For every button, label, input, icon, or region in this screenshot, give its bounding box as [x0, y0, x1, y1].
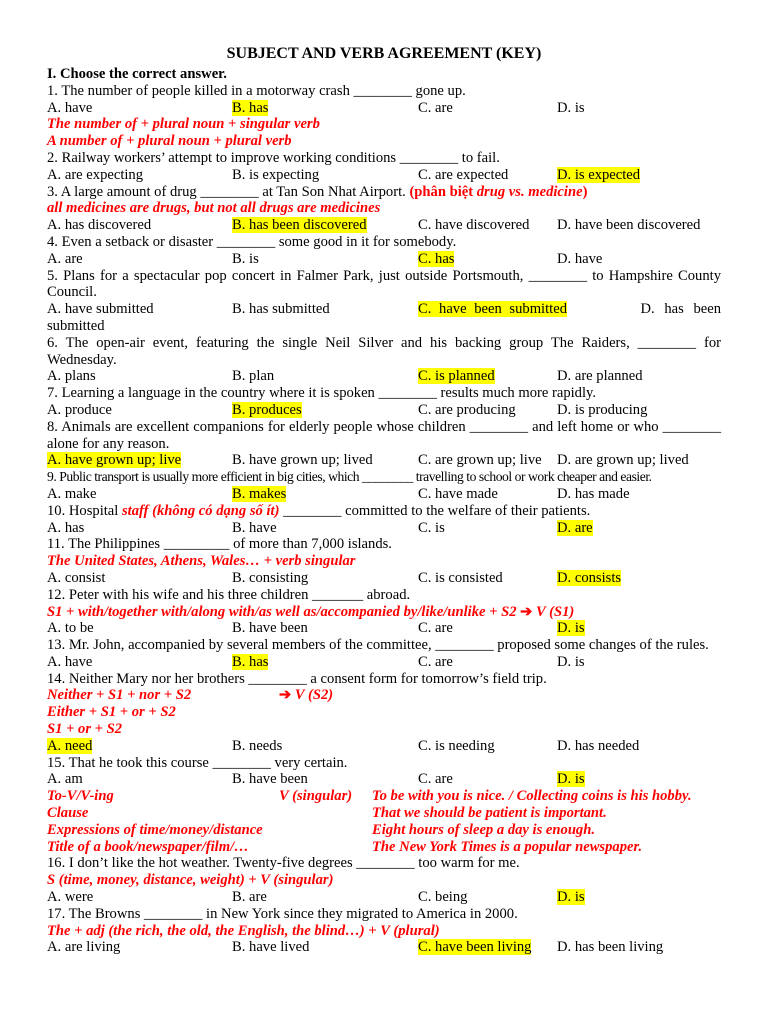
answer-highlight: D. is	[557, 889, 585, 906]
grammar-note: Either + S1 + or + S2	[47, 704, 176, 721]
option-c: C. are	[418, 653, 453, 670]
option-d: D. has been	[640, 301, 721, 318]
rule-example: The New York Times is a popular newspaper.	[372, 838, 643, 855]
answer-highlight: B. makes	[232, 485, 287, 502]
grammar-note-row	[47, 604, 721, 621]
option-c: C. are	[418, 620, 453, 637]
question-10	[47, 503, 721, 520]
grammar-note: drug vs. medicine	[476, 183, 583, 200]
options-10	[47, 520, 721, 537]
option-a: A. has discovered	[47, 217, 152, 234]
option-c: C. are producing	[418, 401, 516, 418]
question-12: 12. Peter with his wife and his three children _______ abroad.	[47, 586, 411, 603]
option-c: C. are	[418, 99, 453, 116]
option-b: B. is	[232, 250, 259, 267]
options-14	[47, 738, 721, 755]
options-16	[47, 889, 721, 906]
option-c: C. are expected	[418, 166, 509, 183]
option-d: D. have been discovered	[557, 217, 701, 234]
question-2: 2. Railway workers’ attempt to improve working conditions ________ to fail.	[47, 149, 500, 166]
option-d: D. are planned	[557, 368, 643, 385]
option-c: C. are grown up; live	[418, 452, 542, 469]
option-d: D. have	[557, 250, 603, 267]
answer-highlight: C. have been living	[418, 939, 532, 956]
option-c: C. is needing	[418, 737, 495, 754]
question-7: 7. Learning a language in the country where it is spoken ________ results much more rapidly.	[47, 385, 597, 402]
grammar-note: V (S2)	[291, 687, 334, 704]
options-9	[47, 486, 721, 503]
grammar-note: all medicines are drugs, but not all drugs are medicines	[47, 200, 381, 217]
options-1	[47, 100, 721, 117]
grammar-note: S1 + with/together with/along with/as well as/accompanied by/like/unlike + S2	[47, 603, 521, 620]
option-d: D. has made	[557, 485, 630, 502]
option-d: D. has been living	[557, 939, 664, 956]
option-b: B. have grown up; lived	[232, 452, 373, 469]
grammar-note: V (S1)	[532, 603, 575, 620]
answer-highlight: C. is planned	[418, 368, 495, 385]
question-8: 8. Animals are excellent companions for elderly people whose children ________ and left home or who ________ alone for any reason.	[47, 418, 721, 452]
grammar-note-row	[47, 687, 721, 704]
options-6	[47, 368, 721, 385]
option-b: B. are	[232, 889, 267, 906]
option-d: D. has needed	[557, 737, 640, 754]
grammar-rule-row	[47, 839, 721, 856]
answer-highlight: D. consists	[557, 569, 622, 586]
rule-example: Eight hours of sleep a day is enough.	[372, 821, 595, 838]
grammar-note: )	[582, 183, 588, 200]
question-14: 14. Neither Mary nor her brothers ________ a consent form for tomorrow’s field trip.	[47, 670, 547, 687]
answer-highlight: B. produces	[232, 401, 302, 418]
grammar-note: staff (không có dạng số ít)	[122, 502, 280, 519]
arrow-icon: ➔	[520, 603, 533, 620]
options-2	[47, 167, 721, 184]
option-a: A. have submitted	[47, 301, 154, 318]
option-b: B. has submitted	[232, 301, 330, 318]
option-c: C. are	[418, 771, 453, 788]
grammar-note: A number of + plural noun + plural verb	[47, 133, 292, 150]
option-c: C. have made	[418, 485, 498, 502]
option-c: C. being	[418, 889, 468, 906]
option-b: B. have been	[232, 620, 308, 637]
answer-highlight: D. is	[557, 620, 585, 637]
grammar-note: The number of + plural noun + singular verb	[47, 116, 320, 133]
answer-highlight: B. has been discovered	[232, 217, 367, 234]
grammar-note: S1 + or + S2	[47, 721, 123, 738]
option-a: A. plans	[47, 368, 96, 385]
options-8	[47, 452, 721, 469]
option-a: A. are	[47, 250, 83, 267]
options-17	[47, 939, 721, 956]
option-c: C. have discovered	[418, 217, 530, 234]
option-d-continued: submitted	[47, 317, 105, 334]
answer-highlight: B. has	[232, 99, 269, 116]
question-16: 16. I don’t like the hot weather. Twenty-five degrees ________ too warm for me.	[47, 855, 520, 872]
rule-subject: To-V/V-ing	[47, 788, 114, 805]
option-a: A. am	[47, 771, 83, 788]
option-b: B. have	[232, 519, 277, 536]
option-a: A. have	[47, 653, 93, 670]
grammar-note: (phân biệt	[409, 183, 477, 200]
rule-verb: V (singular)	[279, 788, 353, 805]
options-11	[47, 570, 721, 587]
question-stem: 3. A large amount of drug ________ at Tan Son Nhat Airport.	[47, 183, 410, 200]
grammar-note: The + adj (the rich, the old, the English, the blind…) + V (plural)	[47, 922, 440, 939]
option-a: A. are expecting	[47, 166, 144, 183]
options-4	[47, 251, 721, 268]
option-a: A. has	[47, 519, 85, 536]
option-c: C. is consisted	[418, 569, 503, 586]
option-d: D. is producing	[557, 401, 648, 418]
grammar-note: The United States, Athens, Wales… + verb singular	[47, 553, 356, 570]
options-12	[47, 620, 721, 637]
option-b: B. have been	[232, 771, 308, 788]
answer-highlight: A. need	[47, 737, 93, 754]
options-7	[47, 402, 721, 419]
rule-example: To be with you is nice. / Collecting coins is his hobby.	[372, 788, 692, 805]
question-9: 9. Public transport is usually more efficient in big cities, which ________ travelling to school or work cheaper and easier.	[47, 469, 652, 485]
question-13: 13. Mr. John, accompanied by several members of the committee, ________ proposed some changes of the rules.	[47, 637, 709, 654]
question-17: 17. The Browns ________ in New York since they migrated to America in 2000.	[47, 905, 518, 922]
rule-example: That we should be patient is important.	[372, 805, 607, 822]
option-d: D. are grown up; lived	[557, 452, 689, 469]
question-15: 15. That he took this course ________ very certain.	[47, 754, 348, 771]
rule-subject: Expressions of time/money/distance	[47, 821, 263, 838]
option-a: A. consist	[47, 569, 106, 586]
question-3	[47, 184, 721, 201]
grammar-rule-row	[47, 805, 721, 822]
option-a: A. are living	[47, 939, 121, 956]
answer-highlight: D. are	[557, 519, 593, 536]
page-title: SUBJECT AND VERB AGREEMENT (KEY)	[226, 45, 542, 62]
answer-highlight: D. is	[557, 771, 585, 788]
question-4: 4. Even a setback or disaster ________ some good in it for somebody.	[47, 233, 457, 250]
grammar-note: S (time, money, distance, weight) + V (singular)	[47, 872, 334, 889]
answer-key-page	[47, 44, 721, 956]
arrow-icon: ➔	[279, 687, 292, 704]
question-6: 6. The open-air event, featuring the single Neil Silver and his backing group The Raiders, ________ for Wednesday.	[47, 334, 721, 368]
question-5: 5. Plans for a spectacular pop concert in Falmer Park, just outside Portsmouth, ________ to Hampshire County Council.	[47, 267, 721, 301]
option-a: A. produce	[47, 401, 112, 418]
option-a: A. have	[47, 99, 93, 116]
question-1: 1. The number of people killed in a motorway crash ________ gone up.	[47, 82, 466, 99]
option-b: B. is expecting	[232, 166, 320, 183]
grammar-rule-row	[47, 788, 721, 805]
question-11: 11. The Philippines _________ of more than 7,000 islands.	[47, 536, 392, 553]
section-heading: I. Choose the correct answer.	[47, 66, 227, 82]
option-b: B. needs	[232, 737, 283, 754]
answer-highlight: C. have been submitted	[418, 301, 567, 318]
rule-subject: Title of a book/newspaper/film/…	[47, 838, 249, 855]
option-b: B. plan	[232, 368, 275, 385]
answer-highlight: C. has	[418, 250, 455, 267]
options-15	[47, 771, 721, 788]
options-13	[47, 654, 721, 671]
options-5	[47, 301, 721, 318]
options-3	[47, 217, 721, 234]
grammar-rule-row	[47, 822, 721, 839]
option-b: B. have lived	[232, 939, 310, 956]
answer-highlight: B. has	[232, 653, 269, 670]
option-a: A. to be	[47, 620, 94, 637]
rule-subject: Clause	[47, 805, 89, 822]
option-a: A. make	[47, 485, 97, 502]
question-stem: ________ committed to the welfare of their patients.	[279, 502, 591, 519]
option-d: D. is	[557, 653, 585, 670]
answer-highlight: D. is expected	[557, 166, 641, 183]
option-d: D. is	[557, 99, 585, 116]
option-c: C. is	[418, 519, 445, 536]
answer-highlight: A. have grown up; live	[47, 452, 182, 469]
question-stem: 10. Hospital	[47, 502, 122, 519]
option-a: A. were	[47, 889, 94, 906]
grammar-note: Neither + S1 + nor + S2	[47, 687, 192, 704]
option-b: B. consisting	[232, 569, 309, 586]
